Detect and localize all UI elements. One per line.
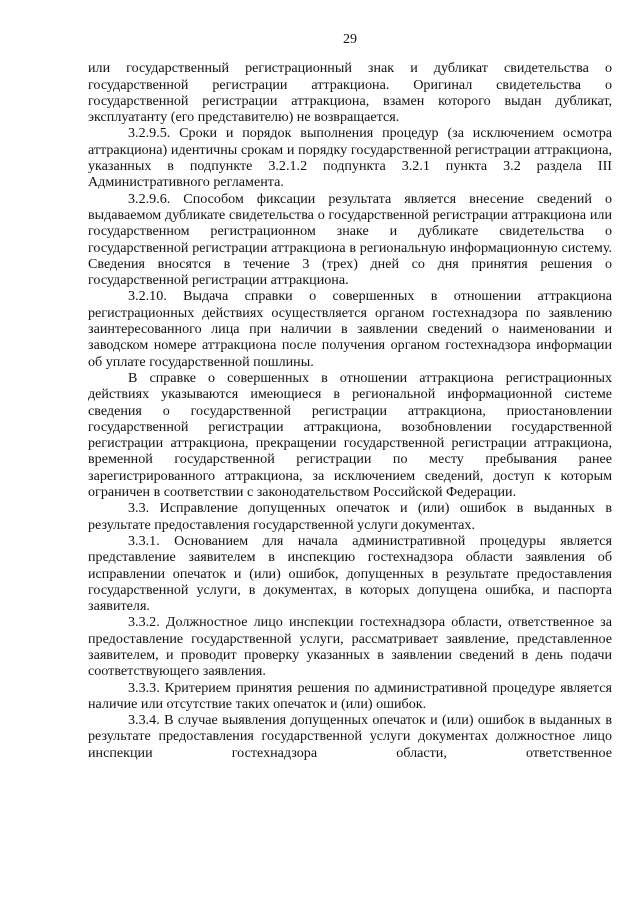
paragraph: 3.2.9.5. Сроки и порядок выполнения процедур (за исключением осмотра аттракциона) идентичны срокам и порядку государственной регистрации аттракциона, указанных в подпункте 3.2.1.2 подпункта 3.2.1 пункта 3.2 раздела III Административного регламента. xyxy=(88,125,612,191)
document-body xyxy=(88,60,612,761)
paragraph: или государственный регистрационный знак и дубликат свидетельства о государственной регистрации аттракциона. Оригинал свидетельства о государственной регистрации аттракциона, взамен которого выдан дубликат, эксплуатанту (его представителю) не возвращается. xyxy=(88,60,612,126)
paragraph: 3.3. Исправление допущенных опечаток и (или) ошибок в выданных в результате предоставления государственной услуги документах. xyxy=(88,500,612,533)
paragraph: 3.3.2. Должностное лицо инспекции гостехнадзора области, ответственное за предоставление государственной услуги, рассматривает заявление, представленное заявителем, и проводит проверку указанных в заявлении сведений в день подачи соответствующего заявления. xyxy=(88,614,612,680)
page-number: 29 xyxy=(343,32,357,47)
document-page xyxy=(88,32,612,761)
paragraph: 3.2.10. Выдача справки о совершенных в отношении аттракциона регистрационных действиях осуществляется органом гостехнадзора по заявлению заинтересованного лица при наличии в заявлении сведений о наименовании и заводском номере аттракциона после получения органом гостехнадзора информации об уплате государственной пошлины. xyxy=(88,288,612,370)
paragraph: 3.3.1. Основанием для начала административной процедуры является представление заявителем в инспекцию гостехнадзора области заявления об исправлении опечаток и (или) ошибок, допущенных в результате предоставления государственной услуги, в документах, в которых допущена ошибка, и паспорта заявителя. xyxy=(88,532,612,615)
paragraph: 3.3.3. Критерием принятия решения по административной процедуре является наличие или отсутствие таких опечаток и (или) ошибок. xyxy=(88,679,612,712)
paragraph: 3.3.4. В случае выявления допущенных опечаток и (или) ошибок в выданных в результате предоставления государственной услуги документах должностное лицо инспекции гостехнадзора области, ответственное xyxy=(88,712,612,761)
paragraph: В справке о совершенных в отношении аттракциона регистрационных действиях указываются имеющиеся в региональной информационной системе сведения о государственной регистрации аттракциона, приостановлении государственной регистрации аттракциона, возобновлении государственной регистрации аттракциона, прекращении государственной регистрации аттракциона, временной государственной регистрации по месту пребывания ранее зарегистрированного аттракциона, за исключением сведений, доступ к которым ограничен в соответствии с законодательством Российской Федерации. xyxy=(88,369,612,501)
paragraph: 3.2.9.6. Способом фиксации результата является внесение сведений о выдаваемом дубликате свидетельства о государственной регистрации аттракциона или государственном регистрационном знаке и дубликате свидетельства о государственной регистрации аттракциона в региональную информационную систему. Сведения вносятся в течение 3 (трех) дней со дня принятия решения о государственной регистрации аттракциона. xyxy=(88,190,612,289)
